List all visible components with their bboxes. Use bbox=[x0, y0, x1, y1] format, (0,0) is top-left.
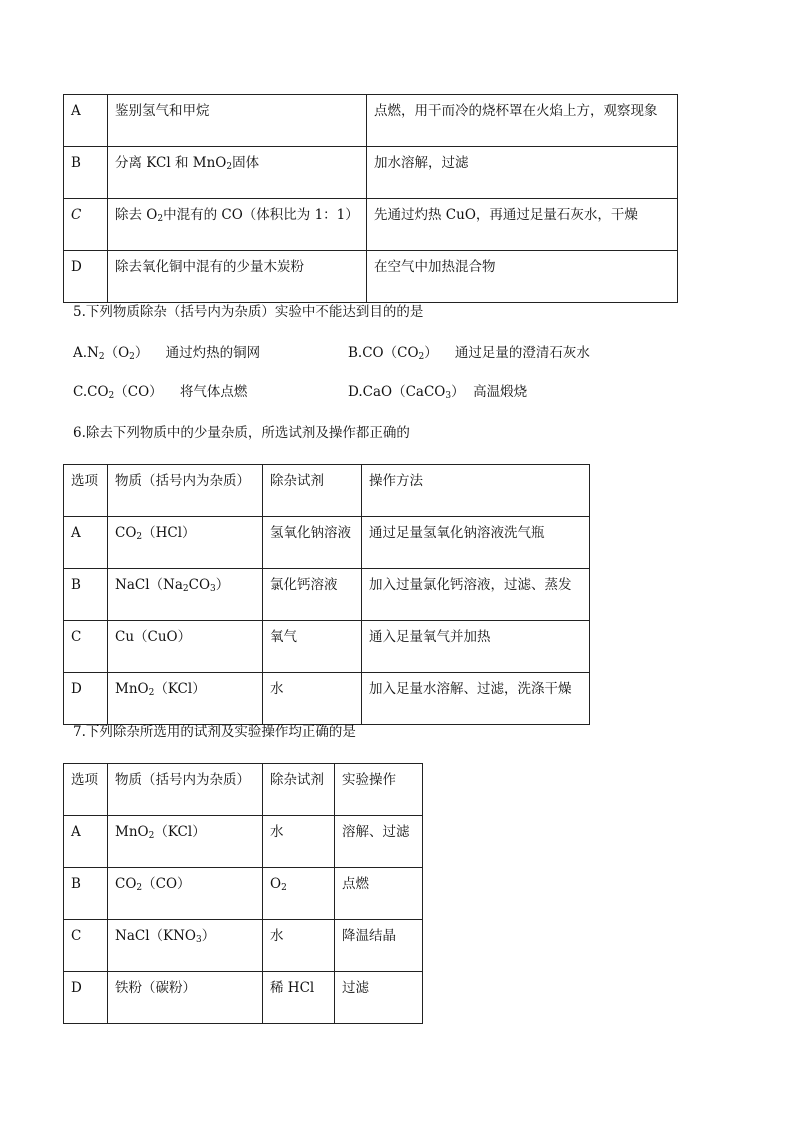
reagent: 氯化钙溶液 bbox=[263, 569, 362, 621]
reagent: 水 bbox=[263, 673, 362, 725]
table-row bbox=[64, 517, 590, 569]
option-label: D bbox=[64, 251, 108, 303]
reagent: 水 bbox=[263, 920, 335, 972]
reagent: 氢氧化钠溶液 bbox=[263, 517, 362, 569]
header-method: 操作方法 bbox=[362, 465, 590, 517]
experiment-method: 点燃，用干而冷的烧杯罩在火焰上方，观察现象 bbox=[367, 95, 678, 147]
table-row bbox=[64, 972, 423, 1024]
question-5-option-d: D.CaO（CaCO$_3$） 高温煅烧 bbox=[348, 384, 528, 401]
question-5-option-b: $B.CO(CO_2)$ 通过足量的澄清石灰水 bbox=[348, 345, 590, 362]
experiment-purpose: 除去氧化铜中混有的少量木炭粉 bbox=[108, 251, 367, 303]
options-table-q4 bbox=[63, 94, 678, 303]
substance: $NaCl(KNO_3)$ bbox=[108, 920, 263, 972]
table-row bbox=[64, 621, 590, 673]
table-row bbox=[64, 868, 423, 920]
table-row bbox=[64, 920, 423, 972]
reagent: 稀 HCl bbox=[263, 972, 335, 1024]
substance: Cu（CuO） bbox=[108, 621, 263, 673]
substance: MnO$_2$（KCl） bbox=[108, 816, 263, 868]
table-header-row bbox=[64, 764, 423, 816]
option-label: B bbox=[64, 569, 108, 621]
method: 通入足量氧气并加热 bbox=[362, 621, 590, 673]
table-row bbox=[64, 816, 423, 868]
table-row bbox=[64, 95, 678, 147]
experiment-purpose: 除去 $O_2$中混有的 CO（体积比为 1：1） bbox=[108, 199, 367, 251]
experiment-purpose: 鉴别氢气和甲烷 bbox=[108, 95, 367, 147]
option-label: D bbox=[64, 972, 108, 1024]
header-substance: 物质（括号内为杂质） bbox=[108, 465, 263, 517]
experiment-method: 加水溶解，过滤 bbox=[367, 147, 678, 199]
header-operation: 实验操作 bbox=[335, 764, 423, 816]
option-label: A bbox=[64, 816, 108, 868]
q6-table bbox=[63, 464, 590, 725]
operation: 过滤 bbox=[335, 972, 423, 1024]
option-label: B bbox=[64, 868, 108, 920]
table-header-row bbox=[64, 465, 590, 517]
option-label: C bbox=[64, 199, 108, 251]
header-reagent: 除杂试剂 bbox=[263, 465, 362, 517]
operation: 点燃 bbox=[335, 868, 423, 920]
method: 通过足量氢氧化钠溶液洗气瓶 bbox=[362, 517, 590, 569]
option-label: A bbox=[64, 95, 108, 147]
experiment-method: 先通过灼热 CuO，再通过足量石灰水，干燥 bbox=[367, 199, 678, 251]
table-row bbox=[64, 569, 590, 621]
operation: 溶解、过滤 bbox=[335, 816, 423, 868]
table-row bbox=[64, 673, 590, 725]
header-option: 选项 bbox=[64, 764, 108, 816]
option-label: B bbox=[64, 147, 108, 199]
reagent: 氧气 bbox=[263, 621, 362, 673]
question-5-title: 5.下列物质除杂（括号内为杂质）实验中不能达到目的的是 bbox=[73, 304, 424, 320]
q7-table bbox=[63, 763, 423, 1024]
operation: 降温结晶 bbox=[335, 920, 423, 972]
substance: 铁粉（碳粉） bbox=[108, 972, 263, 1024]
substance: $CO_2(CO)$ bbox=[108, 868, 263, 920]
option-label: C bbox=[64, 920, 108, 972]
method: 加入过量氯化钙溶液，过滤、蒸发 bbox=[362, 569, 590, 621]
header-reagent: 除杂试剂 bbox=[263, 764, 335, 816]
question-7-title: 7.下列除杂所选用的试剂及实验操作均正确的是 bbox=[73, 724, 356, 740]
header-option: 选项 bbox=[64, 465, 108, 517]
table-row bbox=[64, 147, 678, 199]
option-label: C bbox=[64, 621, 108, 673]
table-row bbox=[64, 251, 678, 303]
question-5-option-a: $A.N_2(O_2)$ 通过灼热的铜网 bbox=[73, 345, 261, 362]
option-label: D bbox=[64, 673, 108, 725]
table-row bbox=[64, 199, 678, 251]
experiment-purpose: 分离 KCl 和 MnO$_2$固体 bbox=[108, 147, 367, 199]
question-5-option-c: $C.CO_2(CO)$ 将气体点燃 bbox=[73, 384, 248, 401]
substance: $NaCl(Na_2CO_3)$ bbox=[108, 569, 263, 621]
method: 加入足量水溶解、过滤，洗涤干燥 bbox=[362, 673, 590, 725]
reagent: 水 bbox=[263, 816, 335, 868]
substance: MnO$_2$（KCl） bbox=[108, 673, 263, 725]
header-substance: 物质（括号内为杂质） bbox=[108, 764, 263, 816]
option-label: A bbox=[64, 517, 108, 569]
experiment-method: 在空气中加热混合物 bbox=[367, 251, 678, 303]
substance: $CO_2(HCl)$ bbox=[108, 517, 263, 569]
question-6-title: 6.除去下列物质中的少量杂质，所选试剂及操作都正确的 bbox=[73, 425, 410, 441]
reagent: $O_2$ bbox=[263, 868, 335, 920]
